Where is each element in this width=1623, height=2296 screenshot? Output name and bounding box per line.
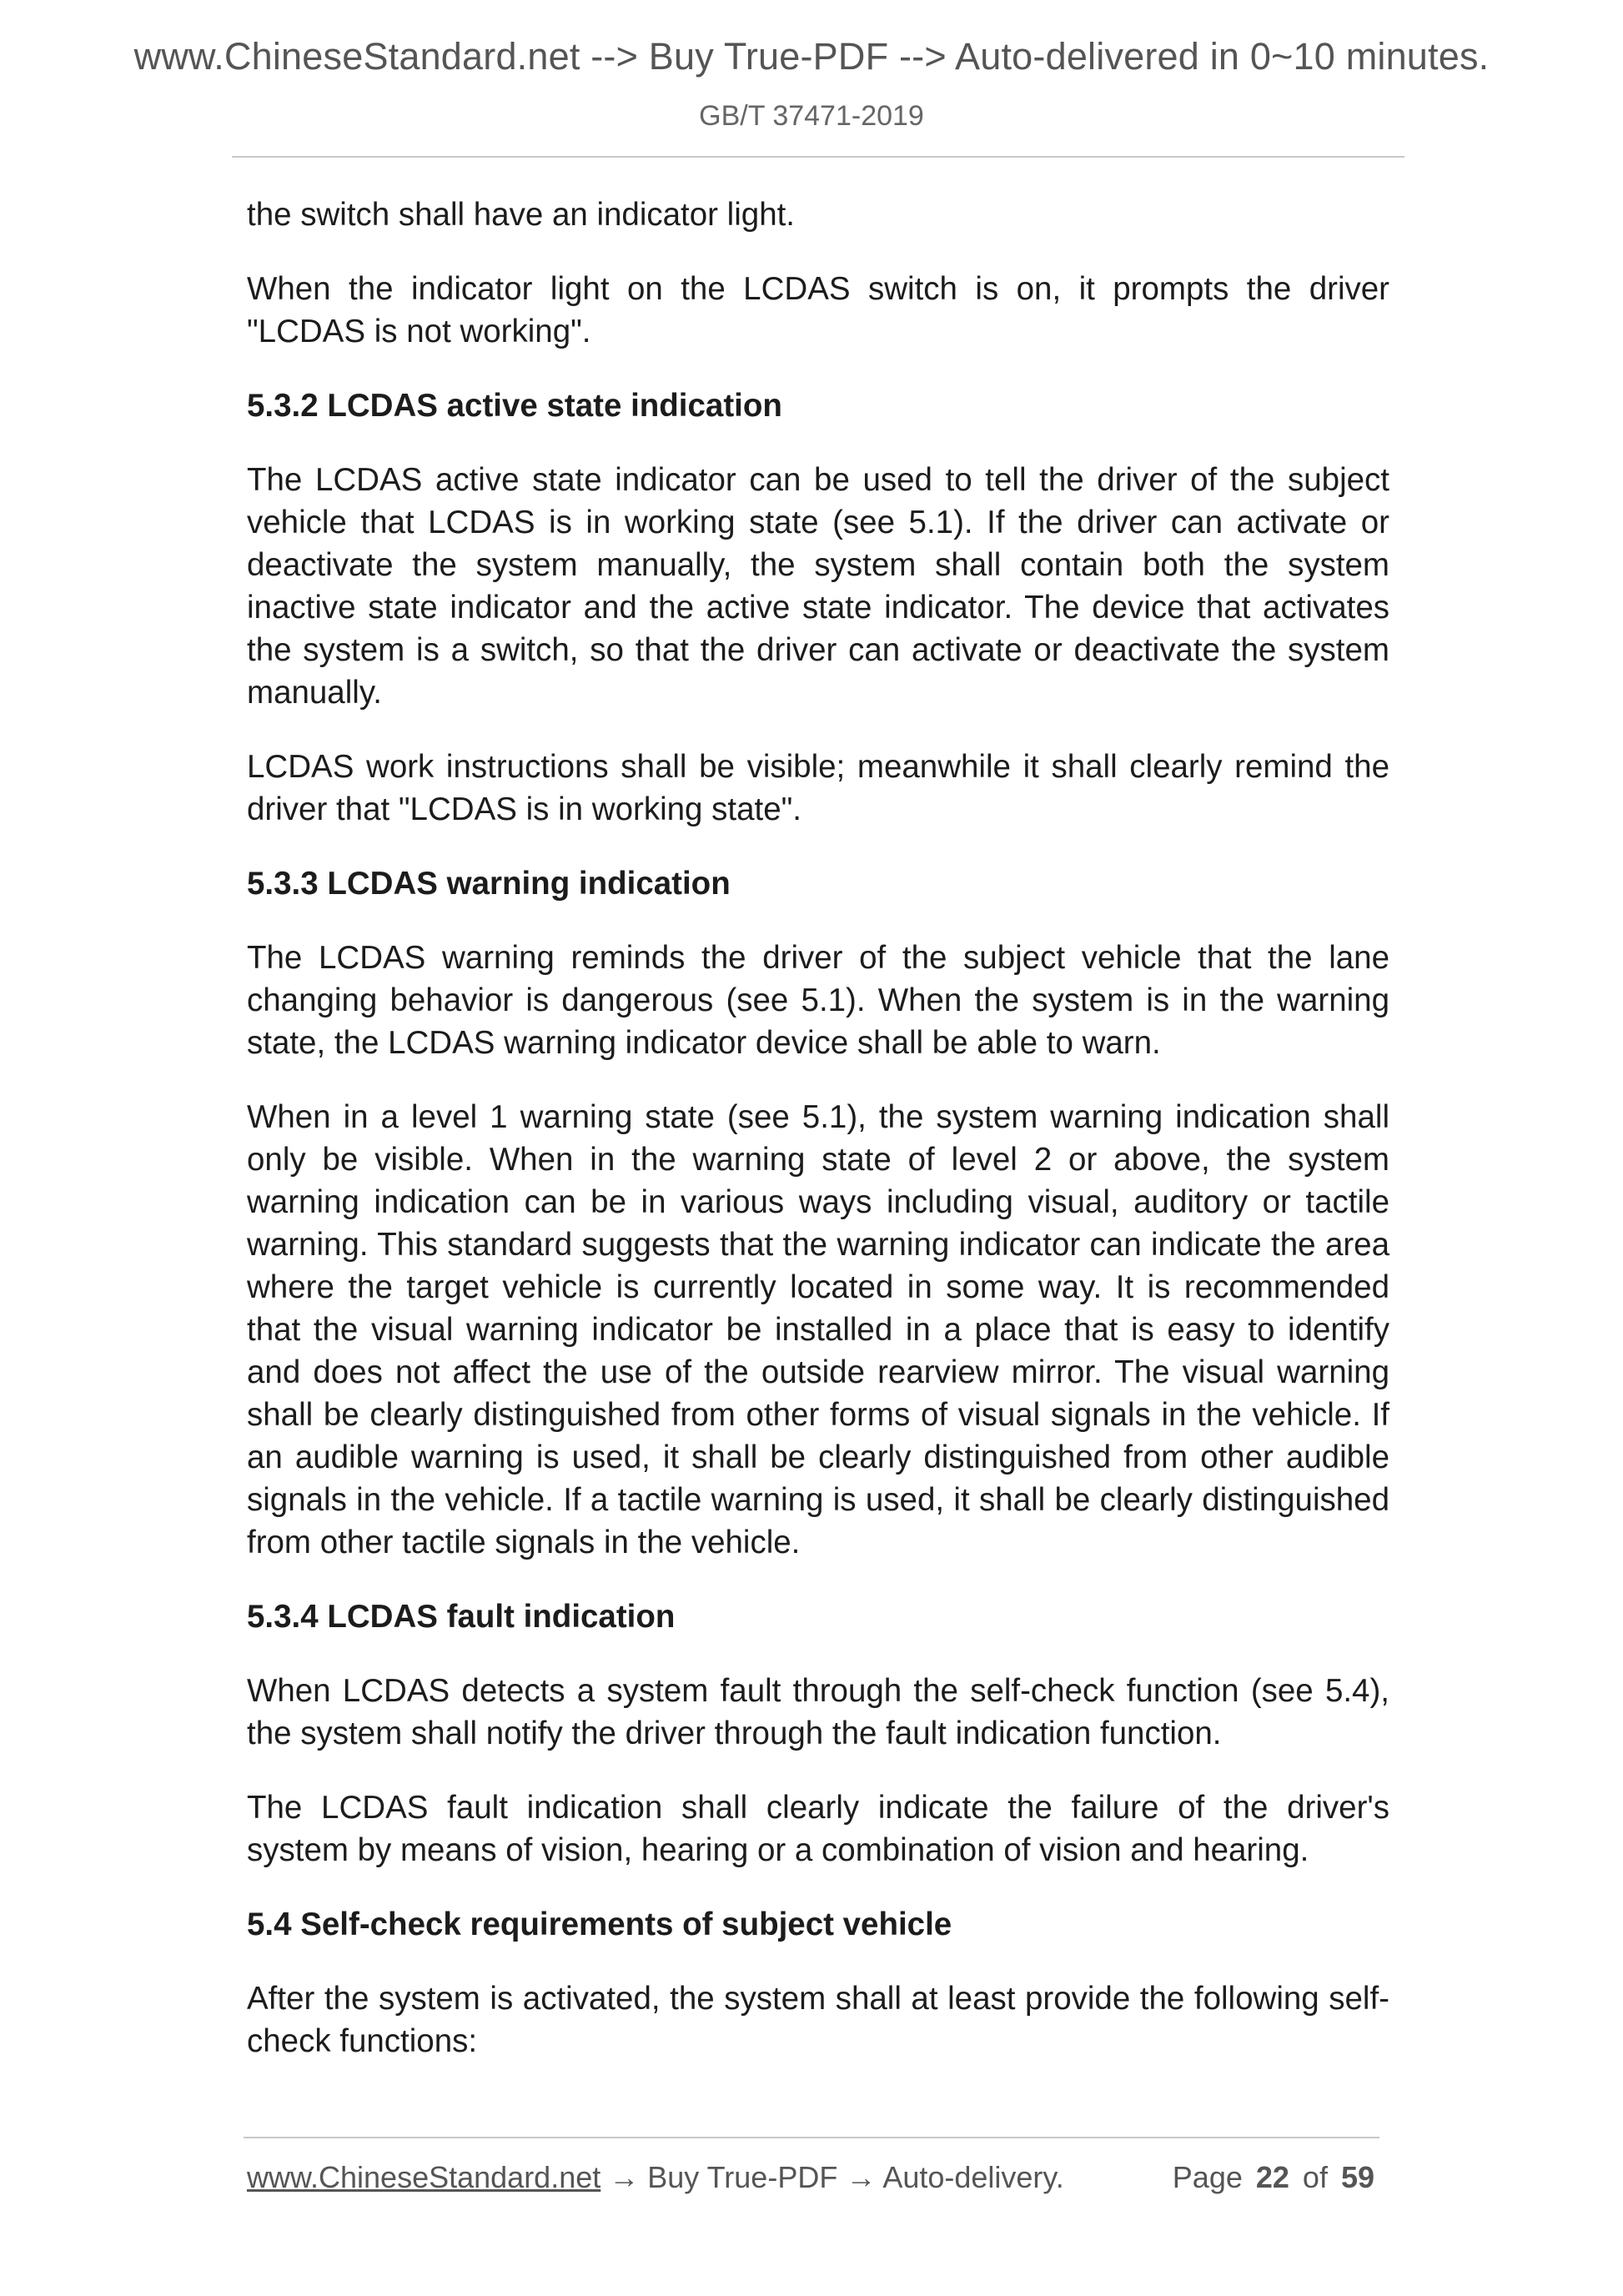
paragraph-active-state: The LCDAS active state indicator can be used to tell the driver of the subject vehicle that LCDAS is in working state (see 5.1). If the driver can activate or deactivate the system manually, the system shall contain both the system inactive state indicator and the active state indicator. The device that activates the system is a switch, so that the driver can activate or deactivate the system manually.: [247, 462, 1389, 711]
standard-code: GB/T 37471-2019: [699, 100, 924, 132]
section-heading-5-3-2: 5.3.2 LCDAS active state indication: [247, 388, 782, 424]
section-heading-5-3-3: 5.3.3 LCDAS warning indication: [247, 866, 731, 902]
footer-divider: [244, 2137, 1379, 2138]
footer-tail-text: → Buy True-PDF → Auto-delivery.: [600, 2160, 1064, 2194]
page-label: Page: [1172, 2160, 1243, 2194]
page-footer: [247, 2160, 1374, 2195]
section-heading-5-3-4: 5.3.4 LCDAS fault indication: [247, 1599, 676, 1635]
page-number: 22: [1255, 2160, 1289, 2194]
document-body: [247, 193, 1389, 2094]
paragraph-warning-reminder: The LCDAS warning reminds the driver of the subject vehicle that the lane changing behavior is dangerous (see 5.1). When the system is in the warning state, the LCDAS warning indicator device shall be able to warn.: [247, 940, 1389, 1061]
page-total: 59: [1340, 2160, 1374, 2194]
paragraph-work-instructions: LCDAS work instructions shall be visible; meanwhile it shall clearly remind the driver that "LCDAS is in working state".: [247, 749, 1389, 827]
footer-left: [247, 2160, 1064, 2195]
paragraph-fault-indication: The LCDAS fault indication shall clearly indicate the failure of the driver's system by means of vision, hearing or a combination of vision and hearing.: [247, 1790, 1389, 1868]
paragraph-fault-detect: When LCDAS detects a system fault through the self-check function (see 5.4), the system shall notify the driver through the fault indication function.: [247, 1673, 1389, 1751]
paragraph-warning-levels: When in a level 1 warning state (see 5.1), the system warning indication shall only be visible. When in the warning state of level 2 or above, the system warning indication can be in various ways including visual, auditory or tactile warning. This standard suggests that the warning indicator can indicate the area where the target vehicle is currently located in some way. It is recommended that the visual warning indicator be installed in a place that is easy to identify and does not affect the use of the outside rearview mirror. The visual warning shall be clearly distinguished from other forms of visual signals in the vehicle. If an audible warning is used, it shall be clearly distinguished from other audible signals in the vehicle. If a tactile warning is used, it shall be clearly distinguished from other tactile signals in the vehicle.: [247, 1099, 1389, 1560]
paragraph-self-check: After the system is activated, the system shall at least provide the following self-check functions:: [247, 1981, 1389, 2059]
page-indicator: [1173, 2160, 1374, 2195]
section-heading-5-4: 5.4 Self-check requirements of subject vehicle: [247, 1907, 952, 1942]
paragraph-indicator-on: When the indicator light on the LCDAS switch is on, it prompts the driver "LCDAS is not working".: [247, 271, 1389, 349]
site-banner: www.ChineseStandard.net --> Buy True-PDF --> Auto-delivered in 0~10 minutes.: [133, 35, 1490, 78]
paragraph-switch-indicator: the switch shall have an indicator light.: [247, 197, 796, 233]
of-label: of: [1302, 2160, 1328, 2194]
footer-site-link[interactable]: www.ChineseStandard.net: [247, 2160, 601, 2194]
header-divider: [232, 156, 1404, 158]
